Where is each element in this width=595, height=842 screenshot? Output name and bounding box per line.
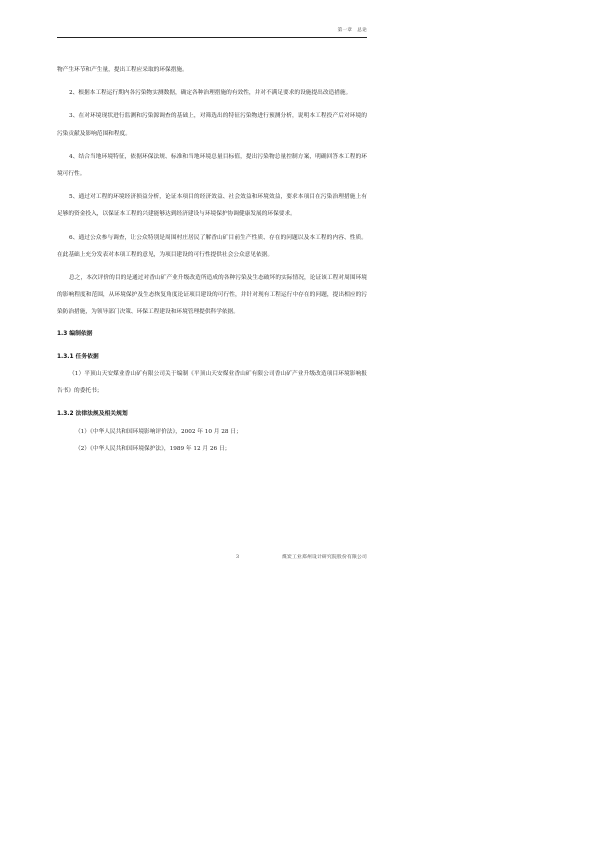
- paragraph-continuation: 物产生环节和产生量，提出工程应采取的环保措施。: [57, 67, 188, 73]
- page-header: [57, 28, 367, 38]
- header-chapter-title: 第一章 总论: [337, 28, 367, 33]
- paragraph-item-6: 6、通过公众参与调查，让公众特别是周围村庄居民了解香山矿目前生产性质、存在的问题以及本工程的内容、性质。在此基础上充分发表对本项工程的意见，为项目建设的可行性提供社会公众意见依据。: [57, 234, 367, 258]
- page-footer: [57, 554, 367, 564]
- law-item-1: （1）《中华人民共和国环境影响评价法》，2002 年 10 月 28 日；: [75, 428, 242, 435]
- footer-organization: 煤炭工业郑州设计研究院股份有限公司: [282, 555, 367, 560]
- header-rule: [57, 37, 367, 38]
- page-body: [57, 62, 367, 458]
- paragraph-item-5: 5、通过对工程的环境经济损益分析，论证本项目的经济效益、社会效益和环境效益，要求本项目在污染治理措施上有足够的资金投入，以保证本工程的兴建能够达到经济建设与环境保护协调健康发展的环保要求。: [57, 194, 367, 218]
- section-heading-1-3: 1.3 编制依据: [57, 330, 93, 337]
- paragraph-item-3: 3、在对环境现状进行监测和污染源调查的基础上，对筛选出的特征污染物进行预测分析，说明本工程投产后对环境的污染贡献及影响范围和程度。: [57, 113, 367, 137]
- page-number: 3: [236, 555, 240, 560]
- task-basis-item-1: （1）平顶山天安煤业香山矿有限公司关于编制《平顶山天安煤业香山矿有限公司香山矿产业升级改造项目环境影响报告书》的委托书；: [57, 371, 367, 395]
- section-heading-1-3-1: 1.3.1 任务依据: [57, 353, 99, 360]
- section-heading-1-3-2: 1.3.2 法律法规及相关规划: [57, 411, 128, 418]
- paragraph-item-2: 2、根据本工程运行期内各污染物实测数据，确定各种治理措施的有效性，并对不满足要求的设施提出改造措施。: [69, 90, 352, 97]
- paragraph-item-4: 4、结合当地环境特征，依据环保法规、标准和当地环境总量目标值，提出污染物总量控制方案，明确回答本工程的环境可行性。: [57, 153, 367, 178]
- paragraph-summary: 总之，本次评价的目的是通过对香山矿产业升级改造所造成的各种污染及生态破坏的实际情况，论证该工程对周围环境的影响程度和范围，从环境保护及生态恢复角度论证项目建设的可行性，并针对现有工程运行中存在的问题，提出相应的污染防治措施，为领导部门决策、环保工程建设和环境管理提供科学依据。: [57, 275, 367, 316]
- law-item-2: （2）《中华人民共和国环境保护法》，1989 年 12 月 26 日；: [75, 445, 231, 452]
